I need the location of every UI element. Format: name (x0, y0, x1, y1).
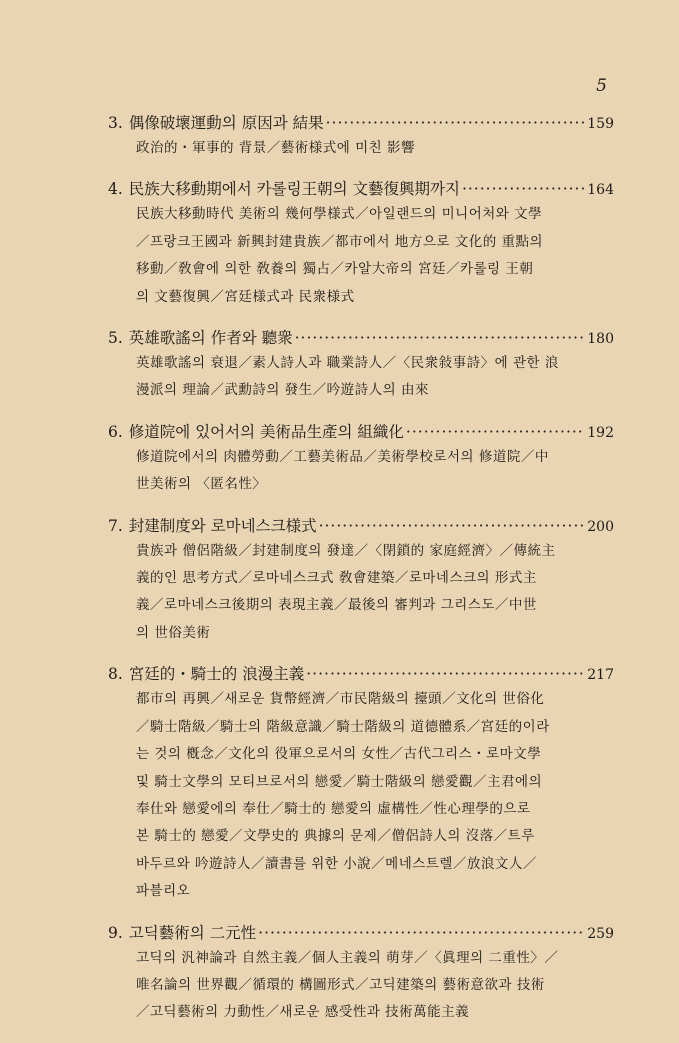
subtopic-line: 都市의 再興／새로운 貨幣經濟／市民階級의 擡頭／文化의 世俗化 (136, 691, 545, 708)
toc-title-row (108, 421, 614, 444)
subtopic-line: 바두르와 吟遊詩人／讀書를 위한 小說／메네스트렐／放浪文人／ (136, 855, 537, 872)
chapter-page-number: 200 (587, 518, 614, 535)
chapter-number: 7. (108, 516, 123, 535)
toc-entry (108, 421, 614, 499)
subtopic-line: 義的인 思考方式／로마네스크式 敎會建築／로마네스크의 形式主 (136, 570, 537, 587)
dot-leader (406, 421, 585, 443)
chapter-title: 封建制度와 로마네스크様式 (128, 516, 317, 535)
subtopic-line: 奉仕와 戀愛에의 奉仕／騎士的 戀愛의 虛構性／性心理學的으로 (136, 800, 531, 817)
toc-entry (108, 112, 614, 162)
subtopic-line: 義／로마네스크後期의 表現主義／最後의 審判과 그리스도／中世 (136, 597, 537, 614)
chapter-page-number: 180 (587, 331, 614, 348)
subtopic-line: 貴族과 僧侶階級／封建制度의 發達／〈閉鎖的 家庭經濟〉／傳統主 (136, 542, 556, 559)
chapter-number: 5. (108, 329, 123, 348)
subtopic-line: 의 世俗美術 (136, 624, 211, 641)
toc-entry (108, 178, 614, 311)
toc-entry (108, 922, 614, 1027)
dot-leader (306, 663, 585, 685)
chapter-title: 修道院에 있어서의 美術品生產의 組織化 (128, 422, 404, 441)
chapter-number: 4. (108, 180, 123, 199)
toc-title-row (108, 178, 614, 201)
subtopic-line: 파블리오 (136, 883, 191, 900)
subtopic-line: 의 文藝復興／宮廷様式과 民衆様式 (136, 288, 355, 305)
subtopic-line: 移動／敎會에 의한 敎養의 獨占／카알大帝의 宮廷／카롤링 王朝 (136, 261, 534, 278)
toc-title-row (108, 112, 614, 135)
chapter-page-number: 159 (587, 116, 614, 132)
chapter-title: 英雄歌謠의 作者와 聽衆 (128, 329, 293, 348)
chapter-page-number: 164 (587, 182, 614, 199)
table-of-contents (108, 112, 614, 1043)
subtopic-line: 世美術의 〈匿名性〉 (136, 476, 267, 493)
toc-entry (108, 663, 614, 905)
subtopic-line: 본 騎士的 戀愛／文學史的 典據의 문제／僧侶詩人의 沒落／트루 (136, 828, 535, 845)
subtopic-line: 修道院에서의 肉體勞動／工藝美術品／美術學校로서의 修道院／中 (136, 448, 549, 465)
subtopic-line: 고딕의 汎神論과 自然主義／個人主義의 萌芽／〈眞理의 二重性〉／ (136, 949, 559, 966)
subtopic-line: 는 것의 槪念／文化의 役軍으로서의 女性／古代그리스・로마文學 (136, 746, 542, 763)
chapter-title: 民族大移動期에서 카롤링王朝의 文藝復興期까지 (128, 180, 460, 199)
subtopic-line: 英雄歌謠의 衰退／素人詩人과 職業詩人／〈民衆敍事詩〉에 관한 浪 (136, 355, 559, 372)
subtopic-line: ／騎士階級／騎士의 階級意識／騎士階級의 道德體系／宮廷的이라 (136, 718, 550, 735)
subtopic-line: 漫派의 理論／武勳詩의 發生／吟遊詩人의 由來 (136, 382, 429, 399)
subtopic-line: 民族大移動時代 美術의 幾何學様式／아일랜드의 미니어처와 文學 (136, 206, 543, 223)
dot-leader (295, 327, 586, 349)
chapter-page-number: 217 (587, 667, 614, 684)
toc-title-row (108, 327, 614, 350)
chapter-number: 8. (108, 665, 123, 684)
chapter-number: 6. (108, 422, 123, 441)
subtopic-line: 政治的・軍事的 背景／藝術様式에 미친 影響 (136, 140, 415, 156)
toc-title-row (108, 663, 614, 686)
chapter-title: 고딕藝術의 二元性 (128, 923, 257, 942)
subtopic-line: 唯名論의 世界觀／循環的 構圖形式／고딕建築의 藝術意欲과 技術 (136, 976, 545, 993)
dot-leader (326, 112, 586, 134)
chapter-title: 偶像破壞運動의 原因과 結果 (128, 114, 324, 132)
chapter-page-number: 259 (587, 925, 614, 942)
dot-leader (462, 178, 585, 200)
toc-entry (108, 327, 614, 405)
subtopic-line: ／고딕藝術의 力動性／새로운 感受性과 技術萬能主義 (136, 1004, 470, 1021)
toc-entry (108, 515, 614, 648)
dot-leader (319, 515, 586, 537)
dot-leader (258, 922, 585, 944)
toc-title-row (108, 515, 614, 538)
page-number: 5 (596, 76, 607, 96)
subtopic-line: 및 騎士文學의 모티브로서의 戀愛／騎士階級의 戀愛觀／主君에의 (136, 773, 543, 790)
chapter-title: 宮廷的・騎士的 浪漫主義 (128, 665, 305, 684)
chapter-number: 9. (108, 923, 123, 942)
chapter-page-number: 192 (587, 424, 614, 441)
chapter-number: 3. (108, 114, 123, 132)
subtopic-line: ／프랑크王國과 新興封建貴族／都市에서 地方으로 文化的 重點의 (136, 233, 544, 250)
toc-title-row (108, 922, 614, 945)
